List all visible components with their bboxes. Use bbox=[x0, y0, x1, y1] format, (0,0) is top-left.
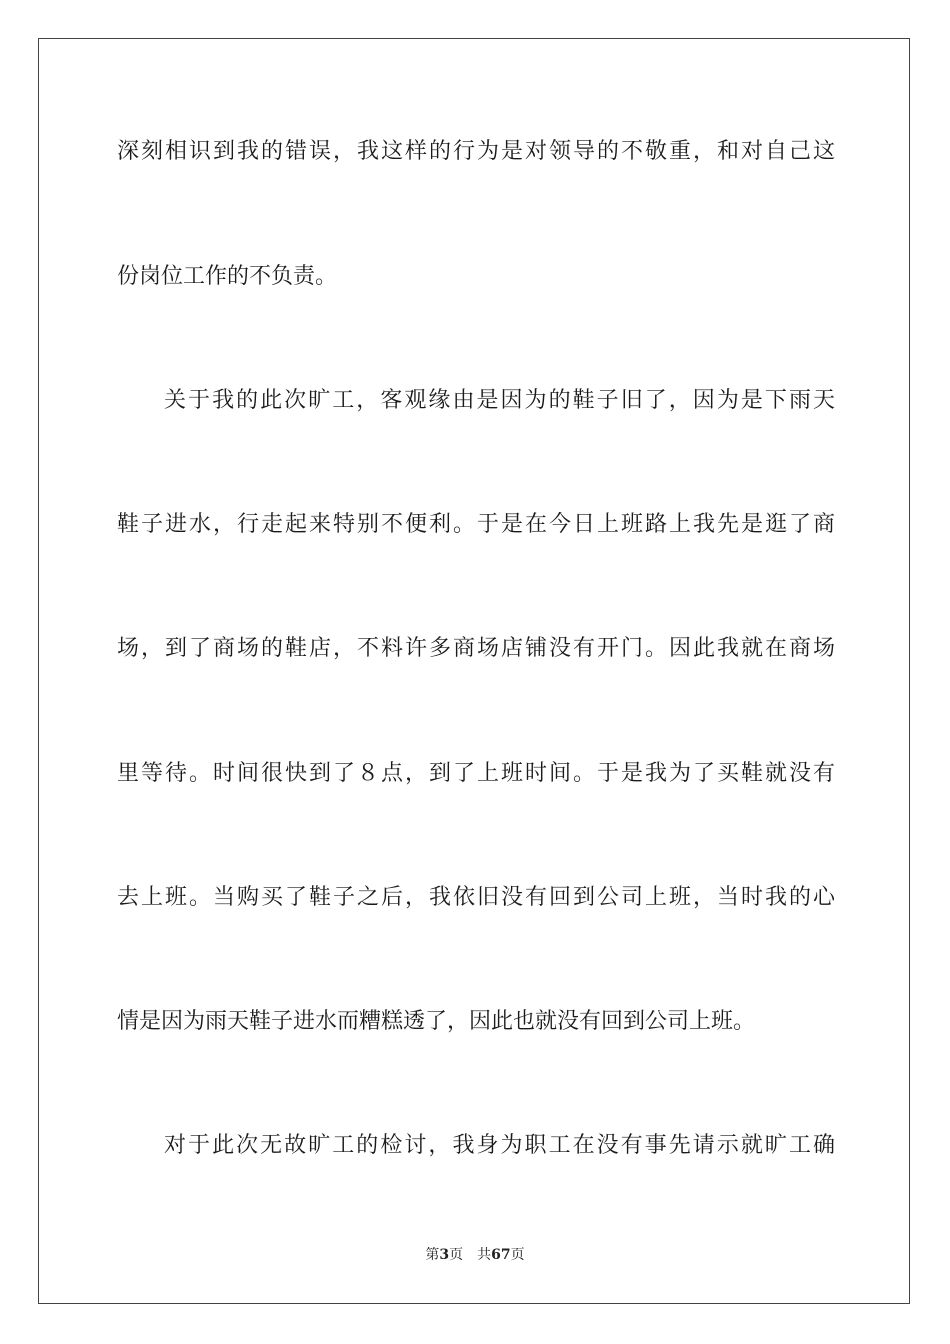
footer-page-number: 3 bbox=[439, 1247, 450, 1263]
footer-page-suffix: 页 bbox=[449, 1247, 464, 1263]
page-footer bbox=[0, 1246, 950, 1264]
paragraph-line-3: 关于我的此次旷工，客观缘由是因为的鞋子旧了，因为是下雨天 bbox=[164, 388, 835, 413]
paragraph-line-2: 份岗位工作的不负责。 bbox=[117, 264, 338, 289]
footer-total-suffix: 页 bbox=[510, 1247, 525, 1263]
footer-total-pages: 67 bbox=[491, 1247, 511, 1263]
paragraph-line-8: 情是因为雨天鞋子进水而糟糕透了，因此也就没有回到公司上班。 bbox=[117, 1009, 756, 1034]
paragraph-line-5: 场，到了商场的鞋店，不料许多商场店铺没有开门。因此我就在商场 bbox=[117, 636, 835, 661]
paragraph-line-6: 里等待。时间很快到了８点，到了上班时间。于是我为了买鞋就没有 bbox=[117, 761, 835, 786]
paragraph-line-4: 鞋子进水，行走起来特别不便利。于是在今日上班路上我先是逛了商 bbox=[117, 512, 835, 537]
paragraph-line-9: 对于此次无故旷工的检讨，我身为职工在没有事先请示就旷工确 bbox=[164, 1133, 835, 1158]
footer-total-prefix: 共 bbox=[477, 1247, 492, 1263]
paragraph-line-1: 深刻相识到我的错误，我这样的行为是对领导的不敬重，和对自己这 bbox=[117, 139, 835, 164]
page-border bbox=[38, 38, 910, 1304]
footer-page-prefix: 第 bbox=[425, 1247, 440, 1263]
paragraph-line-7: 去上班。当购买了鞋子之后，我依旧没有回到公司上班，当时我的心 bbox=[117, 885, 835, 910]
